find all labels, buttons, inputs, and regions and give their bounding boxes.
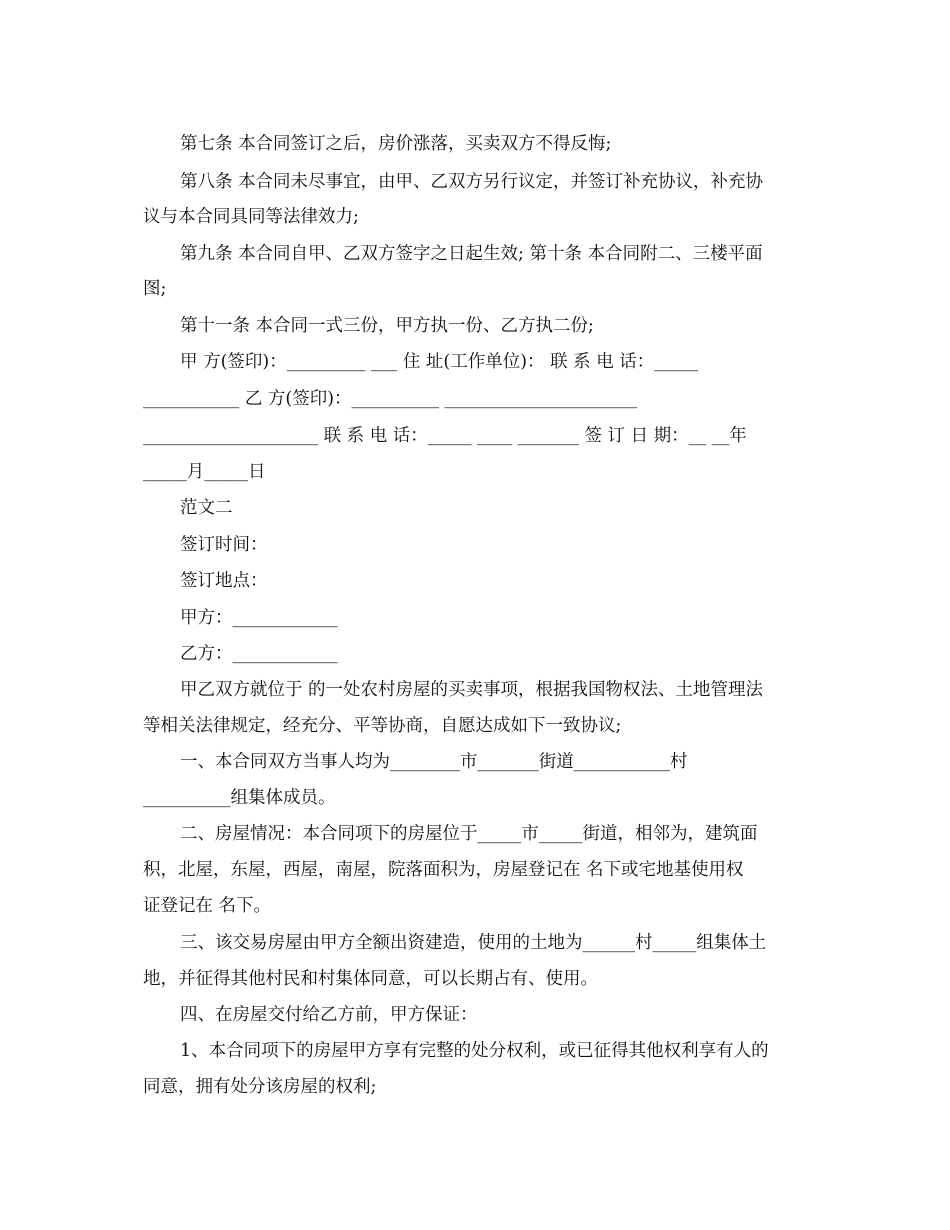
article-3-line-1: 三、该交易房屋由甲方全额出资建造，使用的土地为______村_____组集体土: [180, 933, 767, 953]
article-1-line-1: 一、本合同双方当事人均为________市_______街道___________村: [180, 752, 688, 772]
clause-8-line-1: 第八条 本合同未尽事宜，由甲、乙双方另行议定，并签订补充协议，补充协: [180, 172, 764, 192]
article-2-line-2: 积，北屋，东屋，西屋，南屋，院落面积为，房屋登记在 名下或宅地基使用权: [143, 860, 744, 880]
section-heading: 范文二: [180, 498, 233, 518]
clause-9-10-line-2: 图;: [143, 279, 167, 299]
article-4-item-1-line-2: 同意，拥有处分该房屋的权利;: [143, 1077, 377, 1097]
signature-contact-date: ____________________ 联 系 电 话：_____ ____ _______ 签 订 日 期：__ __年: [143, 426, 747, 446]
preamble-line-1: 甲乙双方就位于 的一处农村房屋的买卖事项，根据我国物权法、土地管理法: [180, 680, 764, 700]
party-a-field: 甲方：____________: [180, 608, 338, 628]
clause-11: 第十一条 本合同一式三份，甲方执一份、乙方执二份;: [180, 316, 594, 336]
party-b-field: 乙方：____________: [180, 644, 338, 664]
article-3-line-2: 地，并征得其他村民和村集体同意，可以长期占有、使用。: [143, 969, 598, 989]
clause-7: 第七条 本合同签订之后，房价涨落，买卖双方不得反悔;: [180, 134, 612, 154]
article-2-line-3: 证登记在 名下。: [143, 896, 272, 916]
article-1-line-2: __________组集体成员。: [143, 788, 336, 808]
article-4-heading: 四、在房屋交付给乙方前，甲方保证：: [180, 1005, 478, 1025]
signature-party-a: 甲 方(签印)：_________ ___ 住 址(工作单位)： 联 系 电 话：_____: [180, 352, 699, 372]
clause-8-line-2: 议与本合同具同等法律效力;: [143, 207, 359, 227]
signing-place: 签订地点：: [180, 571, 268, 591]
signing-time: 签订时间：: [180, 535, 268, 555]
article-4-item-1-line-1: 1、本合同项下的房屋甲方享有完整的处分权利，或已征得其他权利享有人的: [180, 1041, 769, 1061]
article-2-line-1: 二、房屋情况：本合同项下的房屋位于_____市_____街道，相邻为，建筑面: [180, 824, 758, 844]
clause-9-10-line-1: 第九条 本合同自甲、乙双方签字之日起生效; 第十条 本合同附二、三楼平面: [180, 244, 763, 264]
signature-party-b: ___________ 乙 方(签印)：__________ ______________________: [143, 389, 638, 409]
signature-date-end: _____月_____日: [143, 462, 266, 482]
preamble-line-2: 等相关法律规定，经充分、平等协商，自愿达成如下一致协议;: [143, 716, 622, 736]
